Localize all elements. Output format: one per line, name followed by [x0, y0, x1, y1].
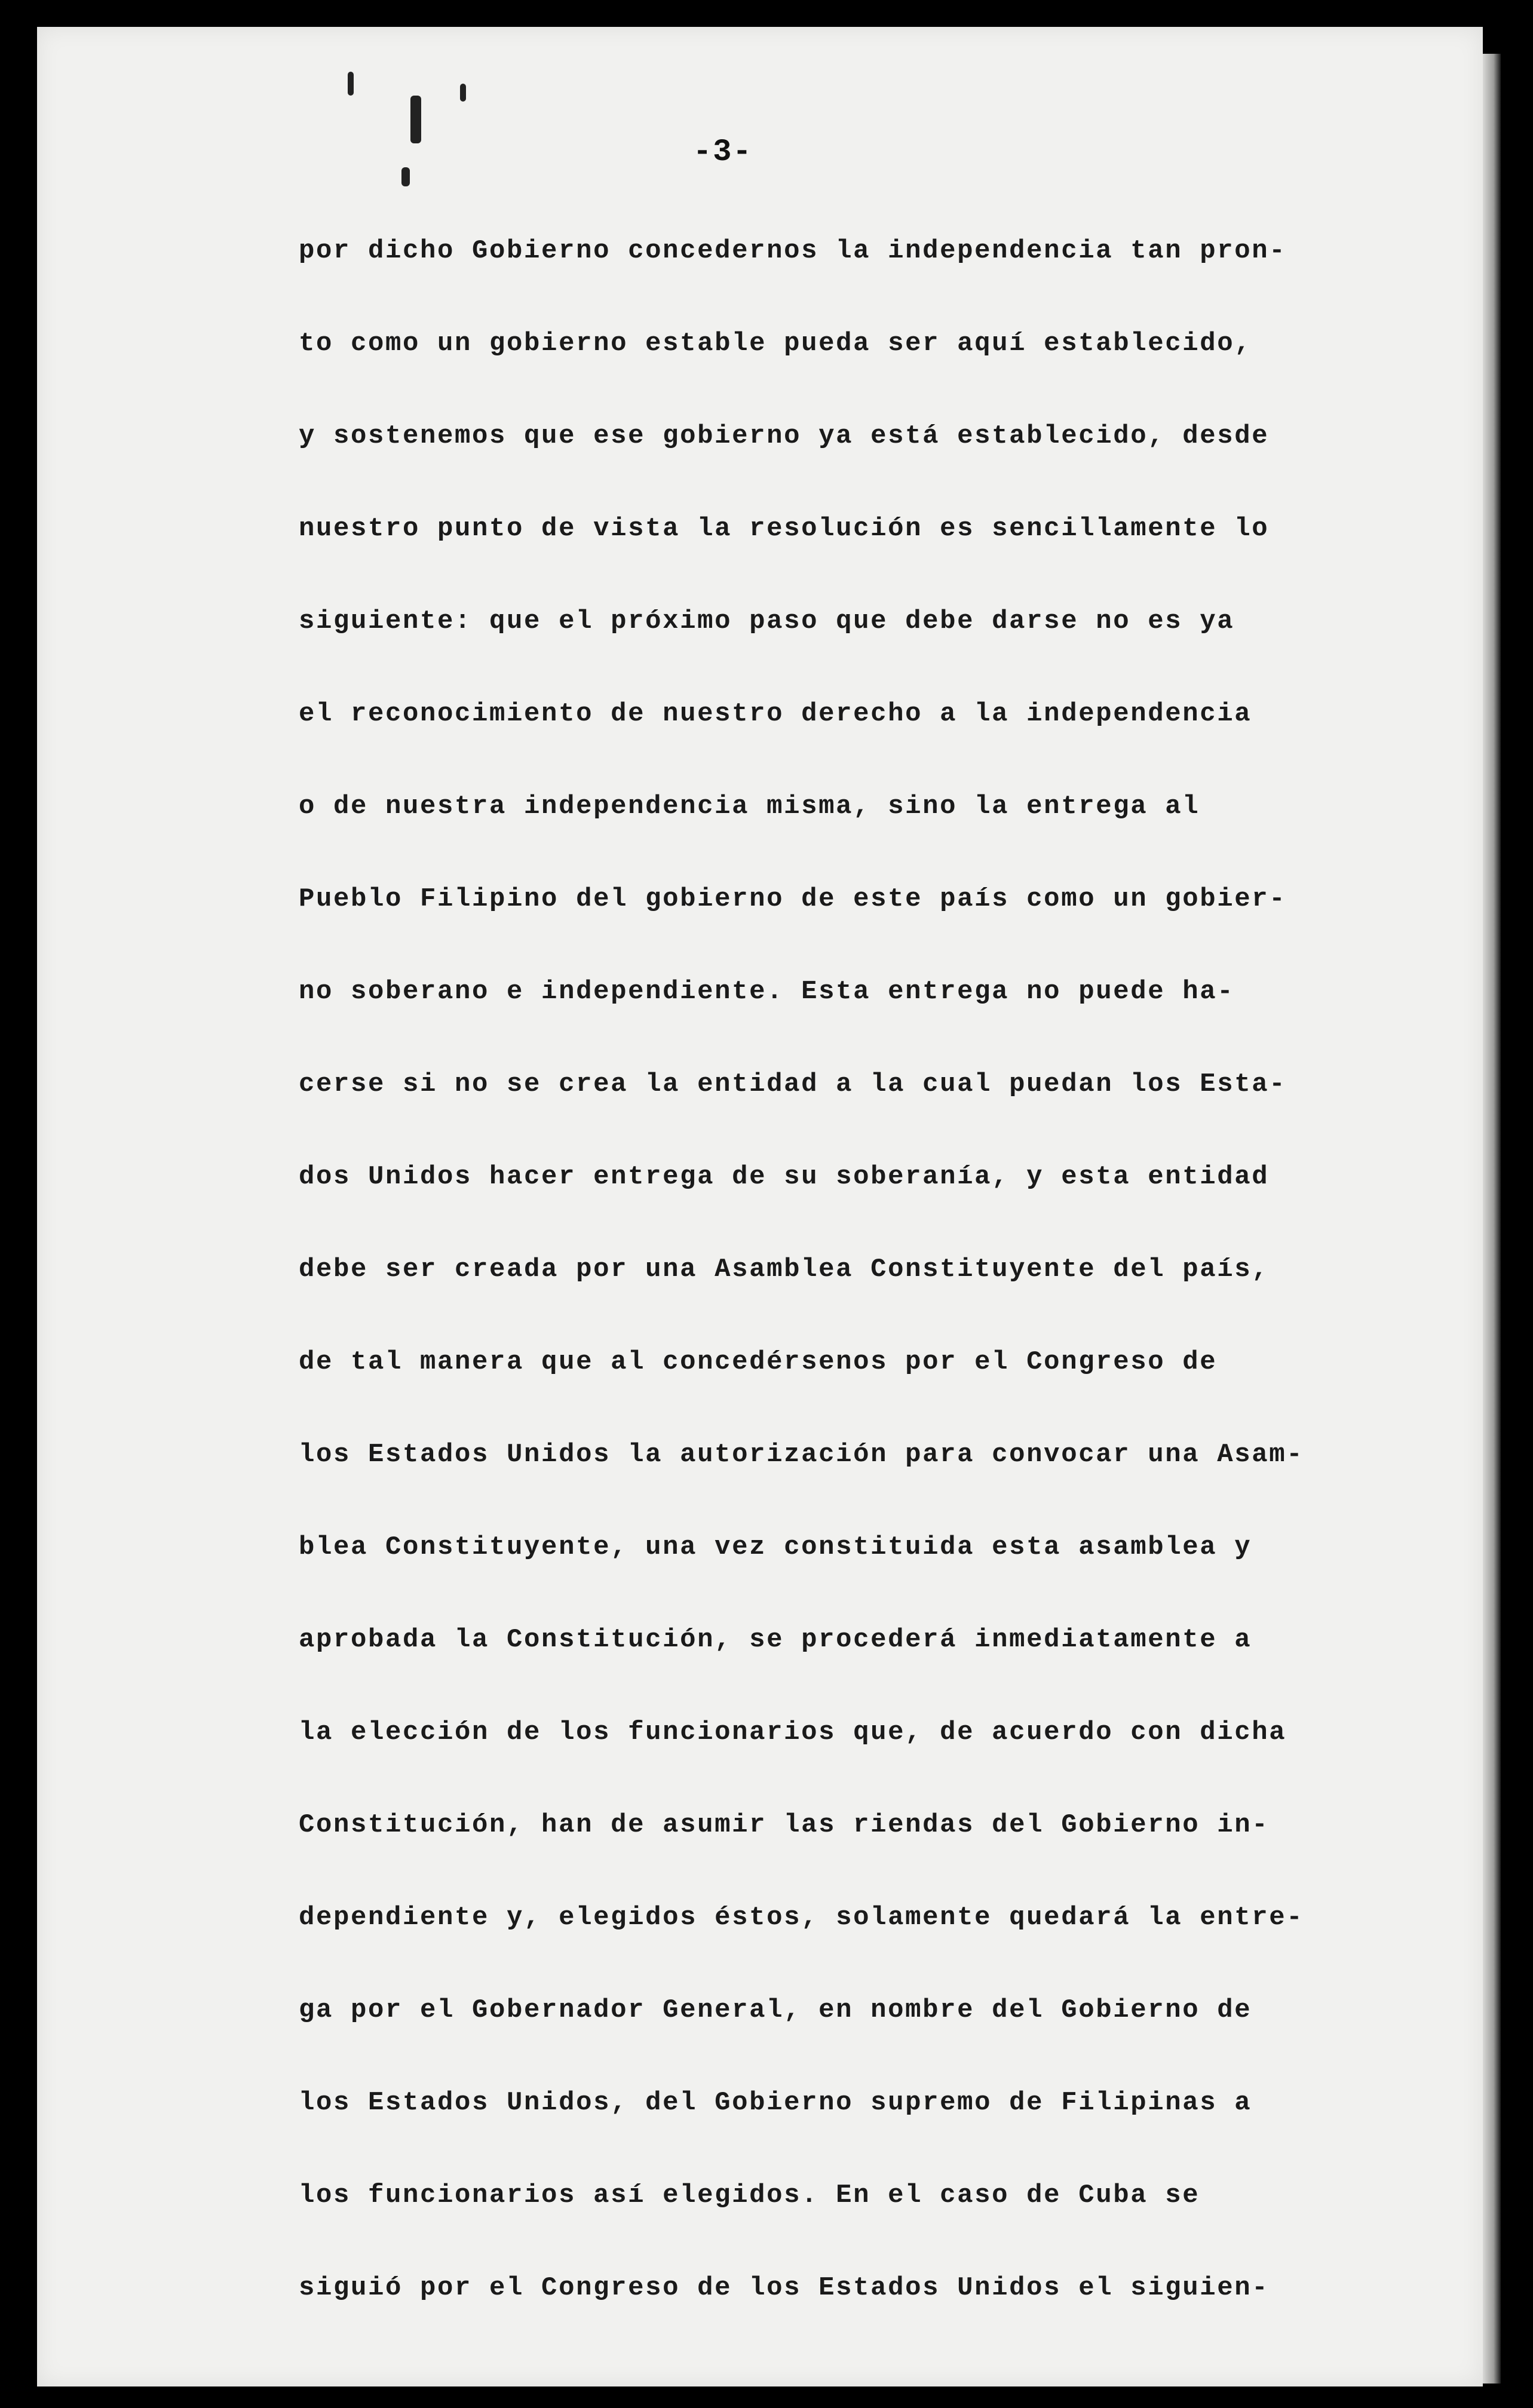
text-line: los Estados Unidos la autorización para convocar una Asam- — [299, 1440, 1304, 1470]
text-line: siguiente: que el próximo paso que debe darse no es ya — [299, 606, 1235, 636]
text-line: cerse si no se crea la entidad a la cual puedan los Esta- — [299, 1069, 1287, 1099]
page-number: -3- — [693, 134, 753, 170]
text-line: dependiente y, elegidos éstos, solamente quedará la entre- — [299, 1903, 1304, 1932]
ink-mark — [401, 167, 410, 186]
text-line: debe ser creada por una Asamblea Constituyente del país, — [299, 1254, 1270, 1284]
text-line: aprobada la Constitución, se procederá inmediatamente a — [299, 1625, 1252, 1655]
text-line: nuestro punto de vista la resolución es sencillamente lo — [299, 514, 1270, 544]
text-line: dos Unidos hacer entrega de su soberanía, y esta entidad — [299, 1162, 1270, 1192]
text-line: por dicho Gobierno concedernos la independencia tan pron- — [299, 236, 1287, 266]
text-line: blea Constituyente, una vez constituida esta asamblea y — [299, 1532, 1252, 1562]
text-line: la elección de los funcionarios que, de acuerdo con dicha — [299, 1717, 1287, 1747]
text-line: siguió por el Congreso de los Estados Unidos el siguien- — [299, 2273, 1270, 2303]
text-line: no soberano e independiente. Esta entrega no puede ha- — [299, 977, 1235, 1007]
ink-mark — [460, 84, 466, 102]
body-text — [299, 221, 1350, 2351]
paper-edge — [1483, 54, 1501, 2384]
text-line: Pueblo Filipino del gobierno de este país como un gobier- — [299, 884, 1287, 914]
text-line: de tal manera que al concedérsenos por el Congreso de — [299, 1347, 1218, 1377]
text-line: los funcionarios así elegidos. En el caso de Cuba se — [299, 2180, 1200, 2210]
text-line: el reconocimiento de nuestro derecho a la independencia — [299, 699, 1252, 729]
text-line: y sostenemos que ese gobierno ya está establecido, desde — [299, 421, 1270, 451]
ink-mark — [410, 96, 421, 143]
text-line: o de nuestra independencia misma, sino la entrega al — [299, 792, 1200, 821]
text-line: ga por el Gobernador General, en nombre del Gobierno de — [299, 1995, 1252, 2025]
text-line: to como un gobierno estable pueda ser aquí establecido, — [299, 329, 1252, 358]
text-line: Constitución, han de asumir las riendas del Gobierno in- — [299, 1810, 1270, 1840]
text-line: los Estados Unidos, del Gobierno supremo de Filipinas a — [299, 2088, 1252, 2118]
ink-mark — [348, 72, 354, 96]
